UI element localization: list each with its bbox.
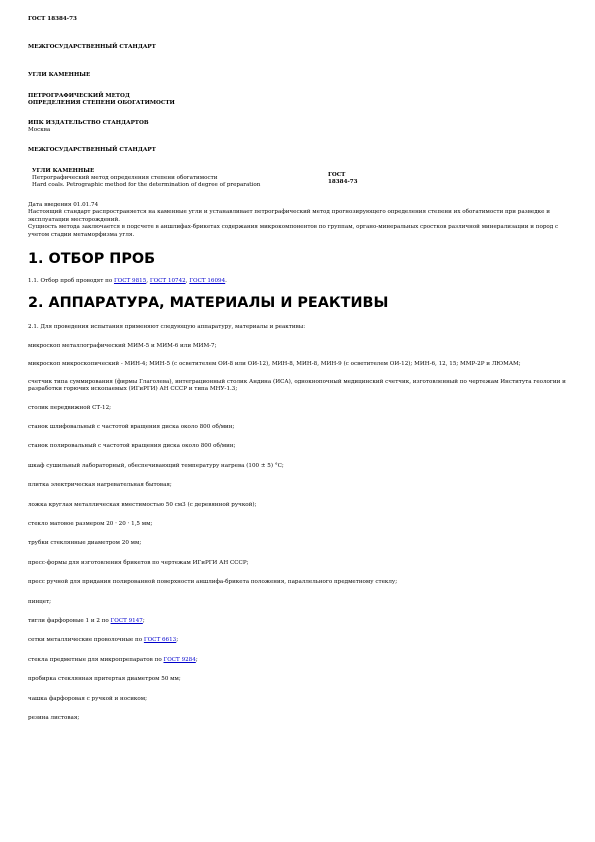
link-gost-10742[interactable]: ГОСТ 10742 (149, 278, 186, 285)
list-item-sieve (28, 637, 568, 644)
list-item: пресс ручной для придания полированной поверхности аншлифа-брикета положения, параллельного предметному стеклу; (28, 579, 398, 586)
section-1-heading: 1. ОТБОР ПРОБ (28, 251, 156, 268)
title-block-left (32, 168, 328, 190)
title-block-name-ru: УГЛИ КАМЕННЫЕ (32, 167, 95, 174)
section-1-sep-1: , (146, 278, 150, 285)
list-item-glass (28, 657, 568, 664)
link-gost-9815[interactable]: ГОСТ 9815 (113, 278, 147, 285)
list-item: пинцет; (28, 598, 52, 605)
gost-label: ГОСТ (328, 171, 346, 178)
doc-id: ГОСТ 18384-73 (28, 16, 77, 22)
list-item: микроскоп микроскопический - МИН-4; МИН-5 (с осветителем ОИ-8 или ОИ-12), МИН-8, МИН-8, МИН-9 (с осветителем ОИ-12); МИН-6, 12, 15; ММР-2Р и ЛЮМАМ; (28, 361, 521, 368)
title-line-3: ОПРЕДЕЛЕНИЯ СТЕПЕНИ ОБОГАТИМОСТИ (28, 99, 175, 106)
list-item: шкаф сушильный лабораторный, обеспечивающий температуру нагрева (100 ± 5) °С; (28, 462, 284, 469)
tigel-prefix: тигли фарфоровые 1 и 2 по (28, 617, 111, 624)
sieve-suffix: ; (176, 637, 179, 644)
title-block-name-en: Hard coals. Petrographic method for the determination of degree of preparation (32, 182, 261, 189)
document-page (28, 16, 568, 722)
title-block-subtitle-ru: Петрографический метод определения степени обогатимости (32, 174, 218, 181)
link-gost-9147[interactable]: ГОСТ 9147 (110, 617, 143, 624)
link-gost-16094[interactable]: ГОСТ 16094 (189, 278, 226, 285)
intro-paragraph-1: Настоящий стандарт распространяется на каменные угли и устанавливает петрографический метод прогнозирующего определения степени их обогатимости при разведке и эксплуатации месторождений. (28, 209, 550, 223)
section-2-lead: 2.1. Для проведения испытания применяют следующую аппаратуру, материалы и реактивы: (28, 324, 306, 331)
list-item: чашка фарфоровая с ручкой и носиком; (28, 695, 148, 702)
list-item: станок шлифовальный с частотой вращения диска около 800 об/мин; (28, 423, 235, 430)
list-item: пробирка стеклянная притертая диаметром 50 мм; (28, 676, 181, 683)
title-block (32, 168, 568, 190)
section-1-sep-2: , (185, 278, 190, 285)
title-line-2: ПЕТРОГРАФИЧЕСКИЙ МЕТОД (28, 92, 130, 99)
standard-type: МЕЖГОСУДАРСТВЕННЫЙ СТАНДАРТ (28, 44, 156, 51)
section-1-text-prefix: 1.1. Отбор проб проводят по (28, 278, 114, 285)
intro-date: Дата введения 01.01.74 (28, 202, 99, 209)
title-line-1: УГЛИ КАМЕННЫЕ (28, 72, 91, 79)
list-item: резина листовая; (28, 715, 80, 721)
intro-paragraph-2: Сущность метода заключается в подсчете в аншлифах-брикетах содержания микрокомпонентов по группам, органо-минеральных сростков различной минерализации и пород с учетом стадии метаморфизма угля. (28, 224, 559, 238)
glass-suffix: ; (195, 656, 198, 663)
sieve-prefix: сетки металлические проволочные по (28, 637, 144, 644)
standard-type-2: МЕЖГОСУДАРСТВЕННЫЙ СТАНДАРТ (28, 147, 156, 154)
section-1-suffix: . (225, 278, 227, 285)
list-item: столик передвижной СТ-12; (28, 404, 112, 411)
list-item: микроскоп металлографический МИМ-5 и МИМ-6 или МИМ-7; (28, 342, 217, 349)
city: Москва (28, 127, 51, 134)
list-item: плитка электрическая нагревательная бытовая; (28, 482, 172, 489)
title-block-right (328, 168, 428, 190)
list-item-tigel (28, 618, 568, 625)
publisher: ИПК ИЗДАТЕЛЬСТВО СТАНДАРТОВ (28, 120, 149, 127)
tigel-suffix: ; (142, 617, 145, 624)
gost-number: 18384-73 (328, 178, 358, 185)
glass-prefix: стекла предметные для микропрепаратов по (28, 656, 164, 663)
list-item: ложка круглая металлическая вместимостью 50 см3 (с деревянной ручкой); (28, 501, 257, 508)
list-item: счетчик типа суммирования (фирмы Глаголева), интеграционный столик Андина (ИСА), однокнопочный медицинский счетчик, изготовленный по чертежам Института геологии и разработки горючих ископаемых (ИГиРГИ) АН СССР и типа МНУ-1.3; (28, 378, 566, 393)
link-gost-9284[interactable]: ГОСТ 9284 (163, 656, 196, 663)
link-gost-6613[interactable]: ГОСТ 6613 (143, 637, 177, 644)
list-item: трубки стеклянные диаметром 20 мм; (28, 540, 142, 547)
section-1-text (28, 278, 568, 285)
list-item: стекло матовое размером 20 · 20 · 1,5 мм; (28, 520, 153, 527)
section-2-heading: 2. АППАРАТУРА, МАТЕРИАЛЫ И РЕАКТИВЫ (28, 295, 389, 312)
list-item: станок полировальный с частотой вращения диска около 800 об/мин; (28, 443, 236, 450)
list-item: пресс-формы для изготовления брикетов по чертежам ИГиРГИ АН СССР; (28, 559, 249, 566)
